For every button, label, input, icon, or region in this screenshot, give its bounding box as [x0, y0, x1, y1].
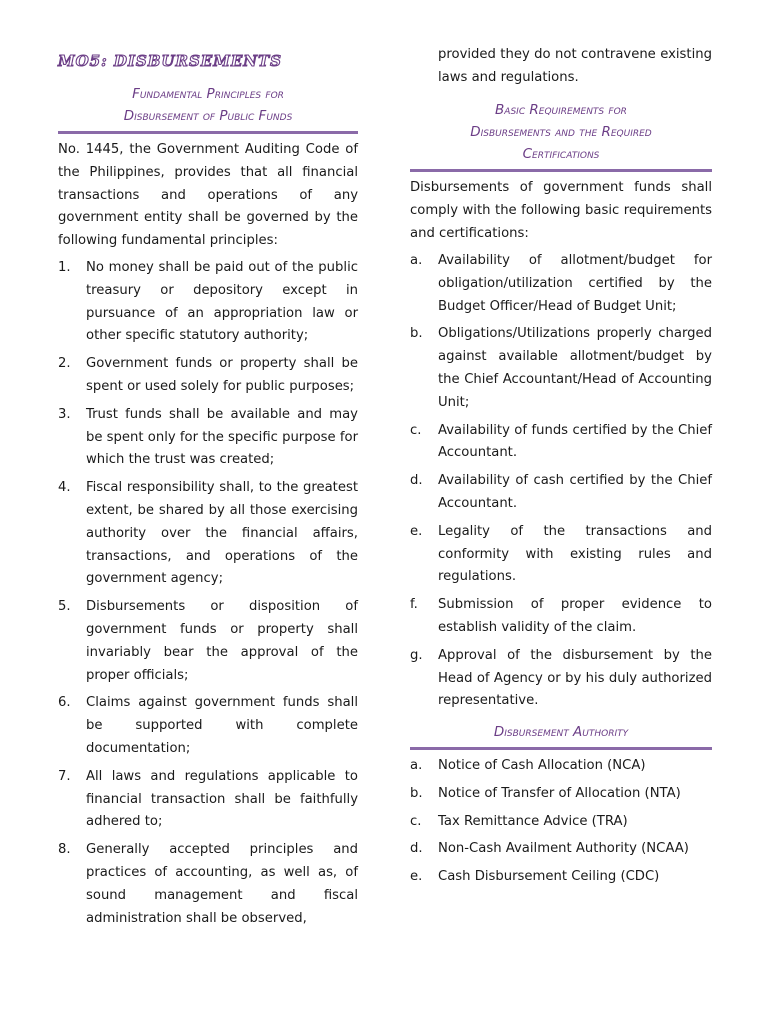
list-item-text: Non-Cash Availment Authority (NCAA)	[438, 841, 689, 857]
list-item	[410, 521, 712, 589]
list-item	[58, 477, 358, 591]
list-item-text: Availability of funds certified by the Chief Accountant.	[438, 422, 712, 461]
list-item	[410, 645, 712, 713]
list-item-text: Trust funds shall be available and may be spent only for the specific purpose for which the trust was created;	[86, 406, 358, 468]
list-marker: f.	[410, 597, 418, 613]
section-divider	[58, 131, 358, 134]
list-marker: 3.	[58, 406, 71, 422]
list-item-text: Availability of allotment/budget for obligation/utilization certified by the Budget Officer/Head of Budget Unit;	[438, 253, 712, 314]
list-marker: 8.	[58, 842, 71, 858]
list-item	[410, 250, 712, 318]
list-item-text: Disbursements or disposition of government funds or property shall invariably bear the approval of the proper officials;	[86, 599, 358, 683]
list-marker: b.	[410, 785, 423, 801]
intro-paragraph: No. 1445, the Government Auditing Code of the Philippines, provides that all financial transactions and operations of any government entity shall be governed by the following fundamental principles:	[58, 142, 358, 249]
list-marker: c.	[410, 813, 422, 829]
list-marker: 5.	[58, 599, 71, 615]
list-marker: c.	[410, 422, 422, 438]
requirements-intro: Disbursements of government funds shall comply with the following basic requirements and certifications:	[410, 180, 712, 241]
list-item	[410, 323, 712, 414]
list-item	[58, 596, 358, 687]
authority-list	[410, 755, 712, 889]
list-marker: a.	[410, 758, 423, 773]
list-item-text: Availability of cash certified by the Chief Accountant.	[438, 473, 712, 511]
section-disbursement-authority	[410, 721, 712, 750]
list-item	[410, 420, 712, 466]
section-fundamental-principles	[58, 83, 358, 134]
list-marker: 7.	[58, 768, 71, 784]
list-item	[58, 257, 358, 348]
list-marker: e.	[410, 869, 423, 885]
list-item-text: Tax Remittance Advice (TRA)	[438, 813, 628, 829]
section-title-line: Disbursement of Public Funds	[123, 108, 293, 124]
section-title-line: Disbursements and the Required	[470, 124, 652, 140]
list-marker: g.	[410, 647, 423, 663]
list-item	[58, 766, 358, 834]
section-basic-requirements	[410, 99, 712, 172]
section-divider	[410, 169, 712, 172]
list-marker: d.	[410, 841, 423, 857]
list-marker: d.	[410, 473, 423, 489]
document-title: MO5: DISBURSEMENTS	[58, 52, 282, 70]
requirements-list	[410, 250, 712, 713]
list-item	[58, 692, 358, 760]
list-item	[410, 838, 712, 861]
list-marker: 4.	[58, 480, 71, 496]
list-item	[410, 470, 712, 516]
list-item	[410, 783, 712, 806]
section-title: Disbursement Authority	[493, 724, 629, 740]
list-item-text: Notice of Transfer of Allocation (NTA)	[438, 785, 681, 801]
list-item-text: Claims against government funds shall be supported with complete documentation;	[86, 695, 358, 756]
list-marker: b.	[410, 326, 423, 342]
list-item	[58, 353, 358, 399]
list-item-text: Generally accepted principles and practices of accounting, as well as, of sound management and fiscal administration shall be observed,	[86, 842, 358, 926]
list-item-text: No money shall be paid out of the public treasury or depository except in pursuance of an appropriation law or other specific statutory authority;	[86, 260, 358, 344]
list-item	[410, 811, 712, 834]
list-item-text: Legality of the transactions and conformity with existing rules and regulations.	[438, 523, 712, 585]
list-item-text: Submission of proper evidence to establish validity of the claim.	[438, 597, 712, 635]
list-item	[410, 866, 712, 889]
list-item	[410, 755, 712, 778]
list-item-text: Fiscal responsibility shall, to the greatest extent, be shared by all those exercising authority over the financial affairs, transactions, and operations of the government agency;	[86, 480, 358, 587]
list-item-text: Government funds or property shall be spent or used solely for public purposes;	[86, 356, 358, 394]
list-marker: e.	[410, 523, 423, 539]
section-title-line: Fundamental Principles for	[132, 86, 284, 102]
list-item-text: Approval of the disbursement by the Head of Agency or by his duly authorized representative.	[438, 647, 712, 709]
list-item-text: Obligations/Utilizations properly charged against available allotment/budget by the Chief Accountant/Head of Accounting Unit;	[438, 326, 712, 410]
list-item	[58, 404, 358, 472]
section-divider	[410, 747, 712, 750]
list-item-text: Notice of Cash Allocation (NCA)	[438, 758, 646, 773]
list-marker: 1.	[58, 260, 71, 275]
list-marker: a.	[410, 253, 423, 268]
list-marker: 6.	[58, 695, 71, 711]
section-title-line: Basic Requirements for	[495, 102, 627, 118]
list-item-text: All laws and regulations applicable to financial transaction shall be faithfully adhered to;	[86, 768, 358, 830]
list-item	[410, 594, 712, 640]
list-item	[58, 839, 358, 930]
list-item-text: Cash Disbursement Ceiling (CDC)	[438, 869, 660, 885]
continuation-paragraph: provided they do not contravene existing laws and regulations.	[438, 47, 712, 85]
section-title-line: Certifications	[522, 146, 600, 162]
list-marker: 2.	[58, 356, 71, 372]
principles-list	[58, 257, 358, 930]
